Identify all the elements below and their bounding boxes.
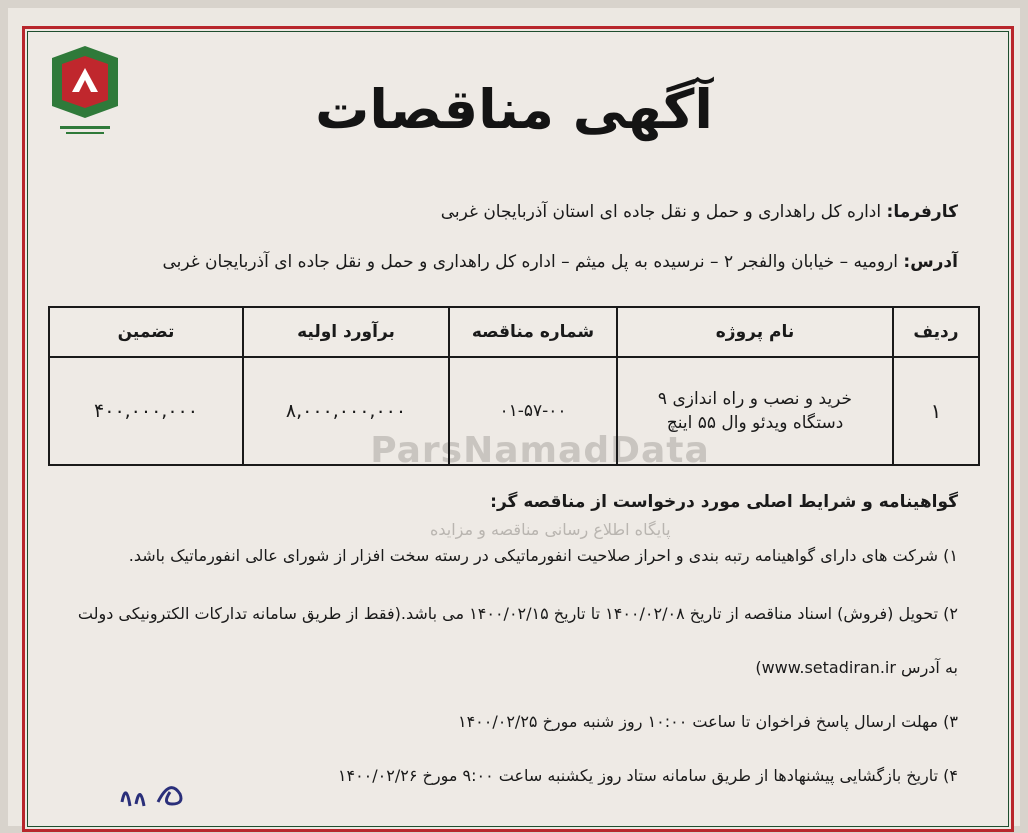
- cell-project-line2: دستگاه ویدئو وال ۵۵ اینچ: [666, 413, 844, 433]
- cell-estimate: ۸,۰۰۰,۰۰۰,۰۰۰: [243, 357, 449, 465]
- address-label: آدرس:: [903, 252, 958, 272]
- address-prefix: به آدرس: [901, 658, 958, 677]
- condition-item-2-continued: به آدرس www.setadiran.ir): [755, 658, 958, 677]
- page-title: آگهی مناقصات: [315, 78, 713, 141]
- address-line: [162, 252, 958, 272]
- col-header-estimate: برآورد اولیه: [243, 307, 449, 357]
- condition-item-1: ۱) شرکت های دارای گواهینامه رتبه بندی و احراز صلاحیت انفورماتیکی در رسته سخت افزار از شورای عالی انفورماتیک باشد.: [128, 546, 958, 565]
- cell-project-line1: خرید و نصب و راه اندازی ۹: [657, 389, 853, 409]
- watermark-brand: ParsNamadData: [370, 430, 710, 471]
- employer-label: کارفرما:: [886, 202, 958, 222]
- conditions-heading: گواهینامه و شرایط اصلی مورد درخواست از مناقصه گر:: [490, 492, 958, 512]
- col-header-guarantee: تضمین: [49, 307, 243, 357]
- cell-guarantee: ۴۰۰,۰۰۰,۰۰۰: [49, 357, 243, 465]
- tender-table: [48, 306, 980, 466]
- table-row: [49, 357, 979, 465]
- condition-item-3: ۳) مهلت ارسال پاسخ فراخوان تا ساعت ۱۰:۰۰ روز شنبه مورخ ۱۴۰۰/۰۲/۲۵: [457, 712, 958, 731]
- setadiran-link[interactable]: www.setadiran.ir: [761, 658, 896, 677]
- col-header-row-no: ردیف: [893, 307, 979, 357]
- condition-item-4: ۴) تاریخ بازگشایی پیشنهادها از طریق سامانه ستاد روز یکشنبه ساعت ۹:۰۰ مورخ ۱۴۰۰/۰۲/۲۶: [337, 766, 958, 785]
- col-header-tender-no: شماره مناقصه: [449, 307, 617, 357]
- watermark-tagline: پایگاه اطلاع رسانی مناقصه و مزایده: [430, 520, 671, 539]
- table-header-row: [49, 307, 979, 357]
- handwritten-mark-icon: [118, 772, 198, 812]
- employer-line: [441, 202, 958, 222]
- cell-tender-no: ۰۱-۵۷-۰۰: [449, 357, 617, 465]
- condition-item-2: ۲) تحویل (فروش) اسناد مناقصه از تاریخ ۱۴۰۰/۰۲/۰۸ تا تاریخ ۱۴۰۰/۰۲/۱۵ می باشد.(فقط از طریق سامانه تدارکات الکترونیکی دولت: [77, 604, 958, 623]
- col-header-project: نام پروژه: [617, 307, 893, 357]
- address-value: ارومیه – خیابان والفجر ۲ – نرسیده به پل میثم – اداره کل راهداری و حمل و نقل جاده ای آذربایجان غربی: [162, 252, 898, 272]
- employer-value: اداره کل راهداری و حمل و نقل جاده ای استان آذربایجان غربی: [440, 202, 882, 222]
- cell-row-no: ۱: [893, 357, 979, 465]
- cell-project: [617, 357, 893, 465]
